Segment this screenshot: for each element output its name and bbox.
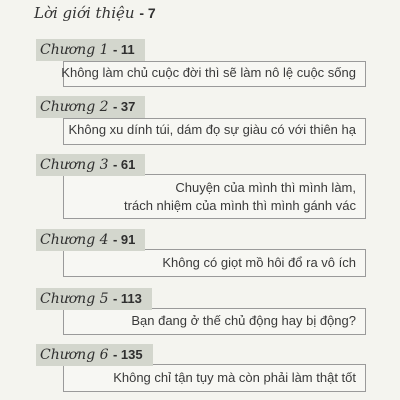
- chapter-word: Chương 1: [40, 42, 109, 58]
- chapter-word: Chương 6: [40, 347, 109, 363]
- intro-label: Lời giới thiệu: [34, 4, 135, 22]
- chapter-label: [36, 344, 153, 366]
- chapter-page: - 113: [112, 291, 142, 306]
- chapter-entry-5[interactable]: [36, 288, 366, 333]
- chapter-label: [36, 229, 145, 251]
- chapter-title-line: Không xu dính túi, dám đọ sự giàu có với thiên hạ: [68, 122, 356, 137]
- chapter-title-line: Chuyện của mình thì mình làm,: [175, 180, 356, 195]
- chapter-page: - 91: [112, 232, 136, 247]
- chapter-title: [68, 121, 356, 139]
- chapter-title-line: Không chỉ tận tụy mà còn phải làm thật tốt: [113, 370, 356, 385]
- chapter-page: - 135: [112, 347, 143, 362]
- chapter-title: [162, 254, 356, 272]
- intro-page: - 7: [139, 5, 156, 21]
- chapter-page: - 61: [112, 157, 136, 172]
- chapter-title-line: trách nhiệm của mình thì mình gánh vác: [124, 198, 356, 213]
- chapter-page: - 11: [112, 42, 135, 57]
- chapter-title: [61, 64, 356, 82]
- chapter-page: - 37: [112, 99, 136, 114]
- chapter-title: [124, 179, 356, 215]
- chapter-entry-6[interactable]: [36, 344, 366, 390]
- chapter-label: [36, 154, 145, 176]
- chapter-title: [113, 369, 356, 387]
- intro-entry[interactable]: [34, 4, 156, 22]
- chapter-entry-3[interactable]: [36, 154, 366, 217]
- chapter-title-line: Bạn đang ở thế chủ động hay bị động?: [131, 313, 356, 328]
- chapter-word: Chương 4: [40, 232, 109, 248]
- chapter-entry-2[interactable]: [36, 96, 366, 143]
- chapter-label: [36, 39, 145, 61]
- chapter-label: [36, 288, 152, 310]
- chapter-word: Chương 5: [40, 291, 109, 307]
- chapter-entry-1[interactable]: [36, 39, 366, 85]
- chapter-word: Chương 2: [40, 99, 109, 115]
- chapter-title: [131, 312, 356, 330]
- chapter-title-line: Không làm chủ cuộc đời thì sẽ làm nô lệ cuộc sống: [61, 65, 356, 80]
- chapter-entry-4[interactable]: [36, 229, 366, 275]
- chapter-title-line: Không có giọt mồ hôi đổ ra vô ích: [162, 255, 356, 270]
- chapter-word: Chương 3: [40, 157, 109, 173]
- chapter-label: [36, 96, 145, 118]
